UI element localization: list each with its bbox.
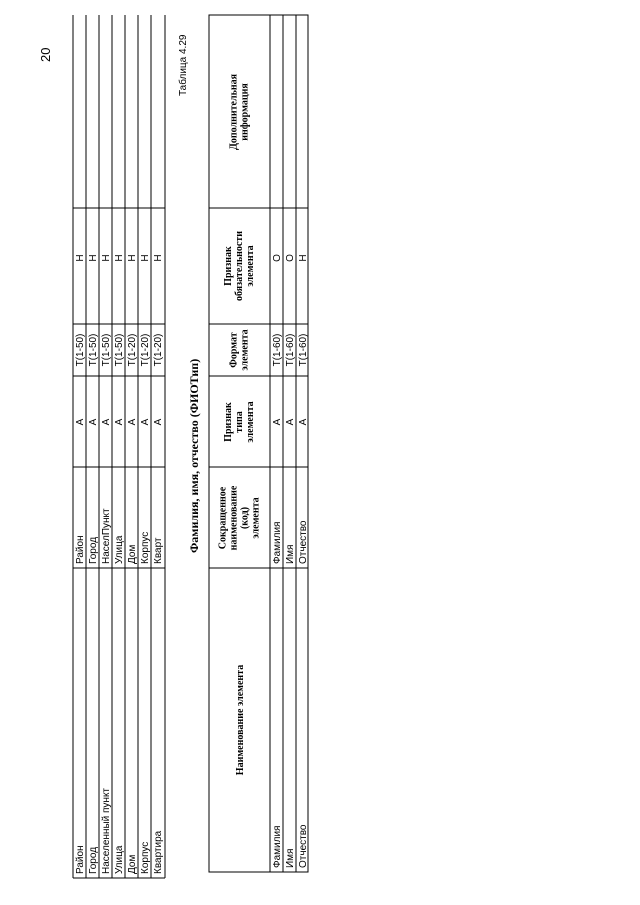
row-name: Квартира [153, 830, 164, 874]
row-type: А [75, 418, 86, 426]
header-info-line: Дополнительная [228, 73, 240, 151]
row-format: Т(1-50) [114, 333, 125, 367]
row-format: Т(1-60) [285, 333, 296, 367]
row-type: А [101, 418, 112, 426]
row-code: Кварт [153, 537, 164, 564]
row-type: А [272, 418, 283, 426]
row-required: Н [153, 254, 164, 262]
row-type: А [285, 418, 296, 426]
header-type-line: Признак [223, 402, 234, 442]
row-required: О [272, 254, 283, 262]
row-name: Улица [114, 845, 125, 874]
header-info-line: информация [239, 83, 251, 141]
header-required-line: элемента [245, 245, 256, 287]
row-type: А [127, 418, 138, 426]
row-code: Район [75, 535, 86, 564]
row-code: Дом [127, 544, 138, 564]
row-format: Т(1-50) [101, 333, 112, 367]
row-format: Т(1-20) [140, 333, 151, 367]
row-name: Имя [285, 848, 296, 868]
row-code: Улица [114, 535, 125, 564]
row-code: Имя [285, 544, 296, 564]
row-code: Город [88, 536, 99, 564]
header-required-line: Признак [223, 246, 234, 286]
row-type: А [140, 418, 151, 426]
header-code-line: (код) [239, 506, 251, 530]
header-format-line: элемента [239, 329, 251, 371]
row-code: Отчество [298, 520, 309, 564]
row-name: Дом [127, 854, 138, 874]
header-required-line: обязательности [234, 230, 245, 302]
row-required: Н [88, 254, 99, 262]
row-format: Т(1-20) [127, 333, 138, 367]
row-required: Н [140, 254, 151, 262]
row-required: Н [75, 254, 86, 262]
row-format: Т(1-60) [272, 333, 283, 367]
row-code: Фамилия [272, 521, 283, 564]
header-code-line: наименование [228, 485, 240, 551]
row-name: Корпус [140, 841, 151, 874]
row-name: Отчество [298, 824, 309, 868]
header-name: Наименование элемента [235, 664, 246, 776]
table-caption: Таблица 4.29 [178, 34, 189, 96]
row-name: Город [88, 846, 99, 874]
row-required: Н [114, 254, 125, 262]
row-format: Т(1-60) [298, 333, 309, 367]
row-required: Н [298, 254, 309, 262]
row-type: А [114, 418, 125, 426]
page-number: 20 [38, 47, 53, 62]
header-code-line: элемента [250, 497, 262, 539]
row-required: О [285, 254, 296, 262]
row-name: Фамилия [272, 825, 283, 868]
row-name: Район [75, 845, 86, 874]
row-required: Н [101, 254, 112, 262]
row-format: Т(1-50) [75, 333, 86, 367]
row-type: А [88, 418, 99, 426]
row-type: А [298, 418, 309, 426]
header-type-line: типа [234, 411, 245, 433]
row-type: А [153, 418, 164, 426]
row-name: Населенный пункт [101, 787, 112, 874]
row-format: Т(1-50) [88, 333, 99, 367]
row-code: НаселПункт [101, 508, 112, 564]
table-title: Фамилия, имя, отчество (ФИОТип) [187, 358, 201, 553]
row-format: Т(1-20) [153, 333, 164, 367]
header-type-line: элемента [245, 401, 256, 443]
header-format-line: Формат [228, 332, 240, 368]
row-code: Корпус [140, 531, 151, 564]
header-code-line: Сокращенное [217, 486, 229, 550]
row-required: Н [127, 254, 138, 262]
